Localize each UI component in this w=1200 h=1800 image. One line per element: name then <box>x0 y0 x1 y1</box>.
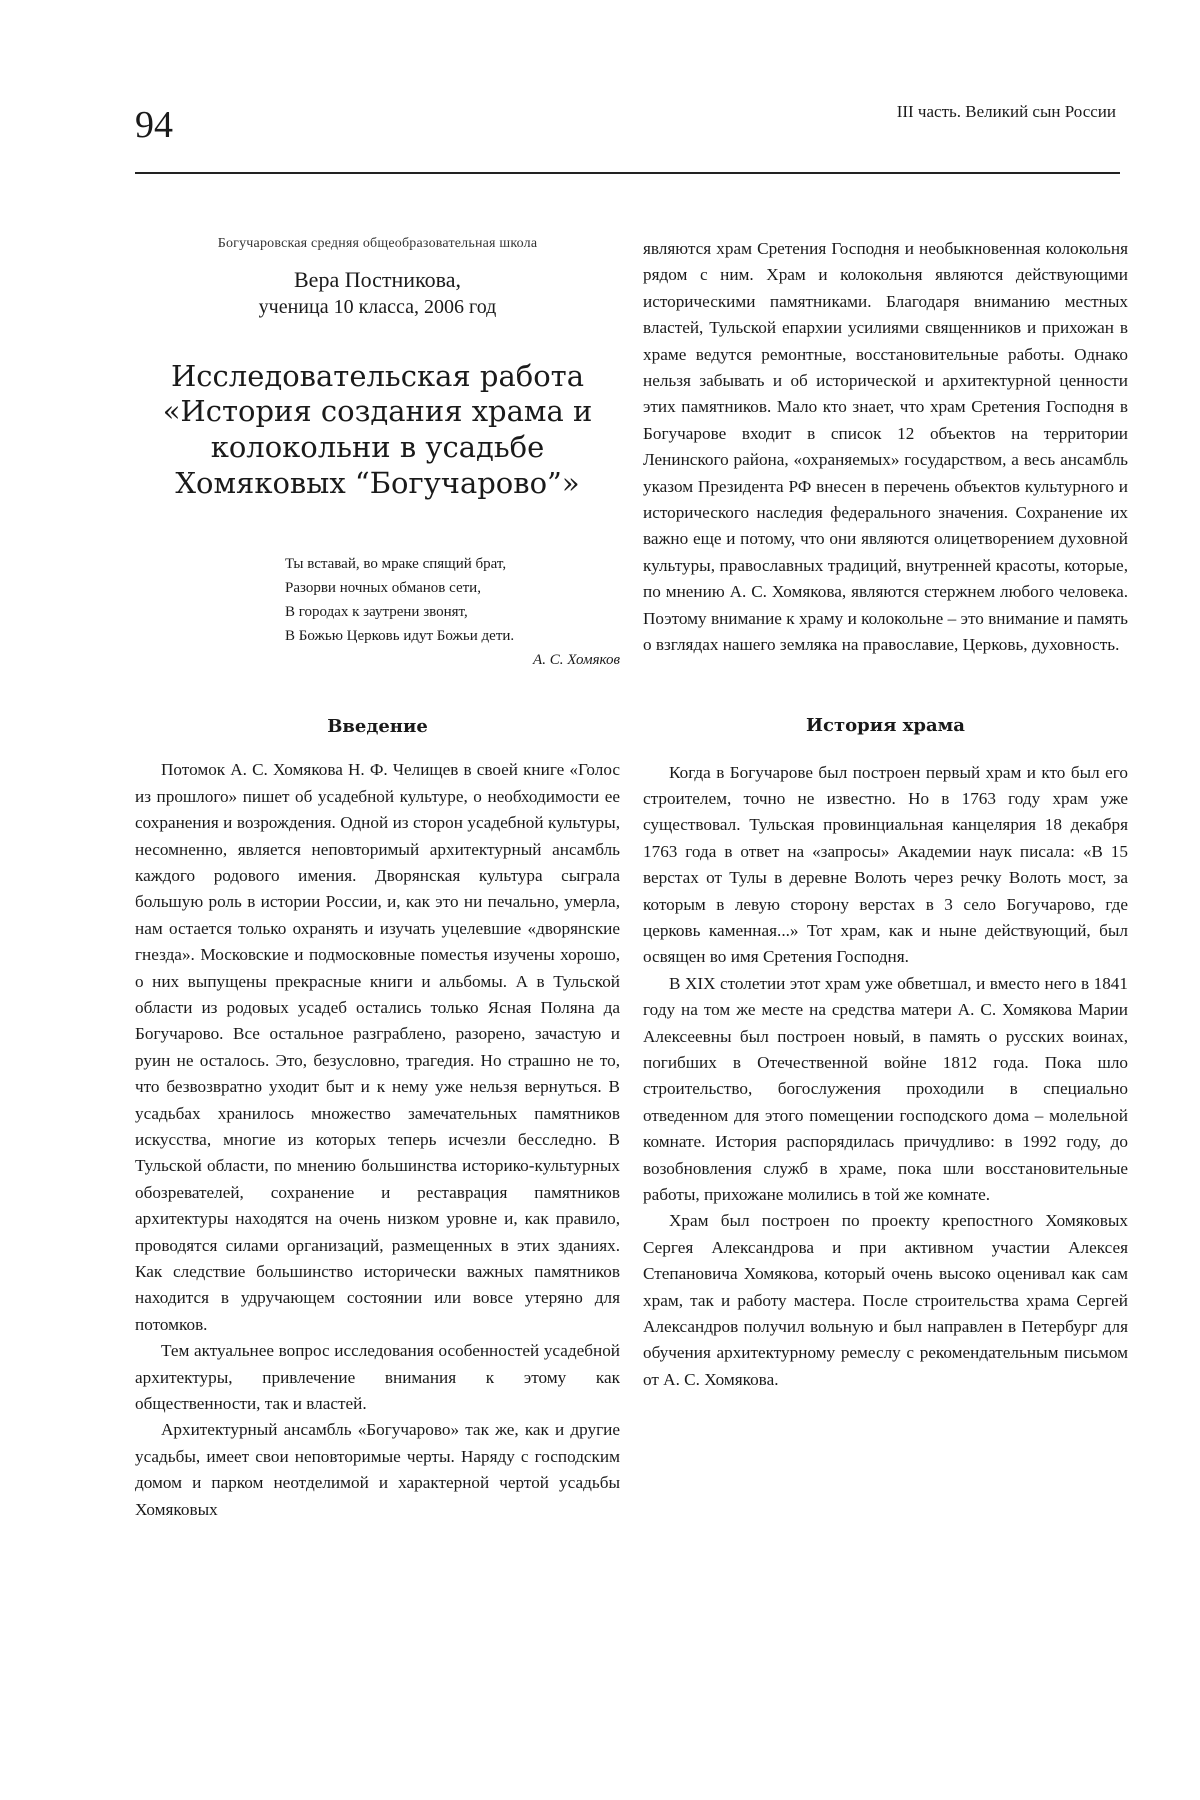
header-rule <box>135 172 1120 174</box>
body-paragraph: Когда в Богучарове был построен первый храм и кто был его строителем, точно не известно. Но в 1763 году храм уже существовал. Тульская провинциальная канцелярия 18 декабря 1763 года в ответ на «запросы» Академии наук писала: «В 15 верстах от Тулы в деревне Волоть через речку Волоть мост, за которым в левую сторону верстах в 3 село Богучарово, где церковь каменная...» Тот храм, как и ныне действующий, был освящен во имя Сретения Господня. <box>643 762 1128 967</box>
article-title: Исследовательская работа «История создания храма и колокольни в усадьбе Хомяковых “Богучарово”» <box>162 358 593 501</box>
right-column <box>643 236 1128 1393</box>
epigraph-line: В городах к заутрени звонят, <box>285 604 468 621</box>
epigraph <box>285 552 620 672</box>
body-paragraph: Храм был построен по проекту крепостного Хомяковых Сергея Александрова и при активном участии Алексея Степановича Хомякова, который очень высоко оценивал как сам храм, так и работу мастера. После строительства храма Сергей Александров получил вольную и был направлен в Петербург для обучения архитектурному ремеслу с рекомендательным письмом от А. С. Хомякова. <box>643 1211 1128 1389</box>
body-paragraph-continued: являются храм Сретения Господня и необыкновенная колокольня рядом с ним. Храм и колокольня являются действующими историческими памятниками. Благодаря вниманию местных властей, Тульской епархии усилиями священников и прихожан в храме ведутся ремонтные, восстановительные работы. Однако нельзя забывать и об исторической и архитектурной ценности этих памятников. Мало кто знает, что храм Сретения Господня в Богучарове входит в список 12 объектов на территории Ленинского района, «охраняемых» государством, а весь ансамбль указом Президента РФ внесен в перечень объектов культурного и исторического наследия федерального значения. Сохранение их важно еще и потому, что они являются олицетворением духовной культуры, православных традиций, внутренней красоты, которые, по мнению А. С. Хомякова, являются стержнем любого человека. Поэтому внимание к храму и колокольне – это внимание и память о взглядах нашего земляка на православие, Церковь, духовность. <box>643 239 1128 655</box>
epigraph-author: А. С. Хомяков <box>533 652 620 669</box>
section-heading-history: История храма <box>806 714 965 736</box>
running-head: III часть. Великий сын России <box>896 102 1116 121</box>
author-grade: ученица 10 класса, 2006 год <box>258 295 497 318</box>
author-name: Вера Постникова, <box>294 267 461 292</box>
body-paragraph: Тем актуальнее вопрос исследования особенностей усадебной архитектуры, привлечение внимания к этому как общественности, так и властей. <box>135 1341 620 1414</box>
body-paragraph: Архитектурный ансамбль «Богучарово» так же, как и другие усадьбы, имеет свои неповторимые черты. Наряду с господским домом и парком неотделимой и характерной чертой усадьбы Хомяковых <box>135 1420 620 1519</box>
epigraph-line: В Божью Церковь идут Божьи дети. <box>285 628 515 645</box>
body-paragraph: Потомок А. С. Хомякова Н. Ф. Челищев в своей книге «Голос из прошлого» пишет об усадебной культуре, о необходимости ее сохранения и возрождения. Одной из сторон усадебной культуры, несомненно, является неповторимый архитектурный ансамбль каждого родового имения. Дворянская культура сыграла большую роль в истории России, и, как это ни печально, умерла, нам остается только охранять и изучать уцелевшие «дворянские гнезда». Московские и подмосковные поместья изучены хорошо, о них выпущены прекрасные книги и альбомы. А в Тульской области из родовых усадеб остались только Ясная Поляна да Богучарово. Все остальное разграблено, разорено, зачастую и руин не осталось. Это, безусловно, трагедия. Но страшно не то, что безвозвратно уходит быт и к нему уже нельзя вернуться. В усадьбах хранилось множество замечательных памятников искусства, многие из которых теперь исчезли бесследно. В Тульской области, по мнению большинства историко-культурных обозревателей, сохранение и реставрация памятников архитектуры находятся на очень низком уровне и, как правило, проводятся силами организаций, размещенных в этих зданиях. Как следствие большинство исторически важных памятников находится в удручающем состоянии или вовсе утеряно для потомков. <box>135 760 620 1334</box>
left-column <box>135 236 620 1523</box>
school-name: Богучаровская средняя общеобразовательная школа <box>217 236 538 251</box>
body-paragraph: В XIX столетии этот храм уже обветшал, и вместо него в 1841 году на том же месте на средства матери А. С. Хомякова Марии Алексеевны был построен новый, в память о русских воинах, погибших в Отечественной войне 1812 года. Пока шло строительство, богослужения проходили в специально отведенном для этого помещении господского дома – молельной комнате. История распорядилась причудливо: в 1992 году, до возобновления служб в храме, пока шли восстановительные работы, прихожане молились в той же комнате. <box>643 973 1128 1204</box>
epigraph-line: Разорви ночных обманов сети, <box>285 580 481 597</box>
epigraph-line: Ты вставай, во мраке спящий брат, <box>285 556 507 573</box>
section-heading-intro: Введение <box>327 716 428 738</box>
page-number: 94 <box>135 104 173 146</box>
